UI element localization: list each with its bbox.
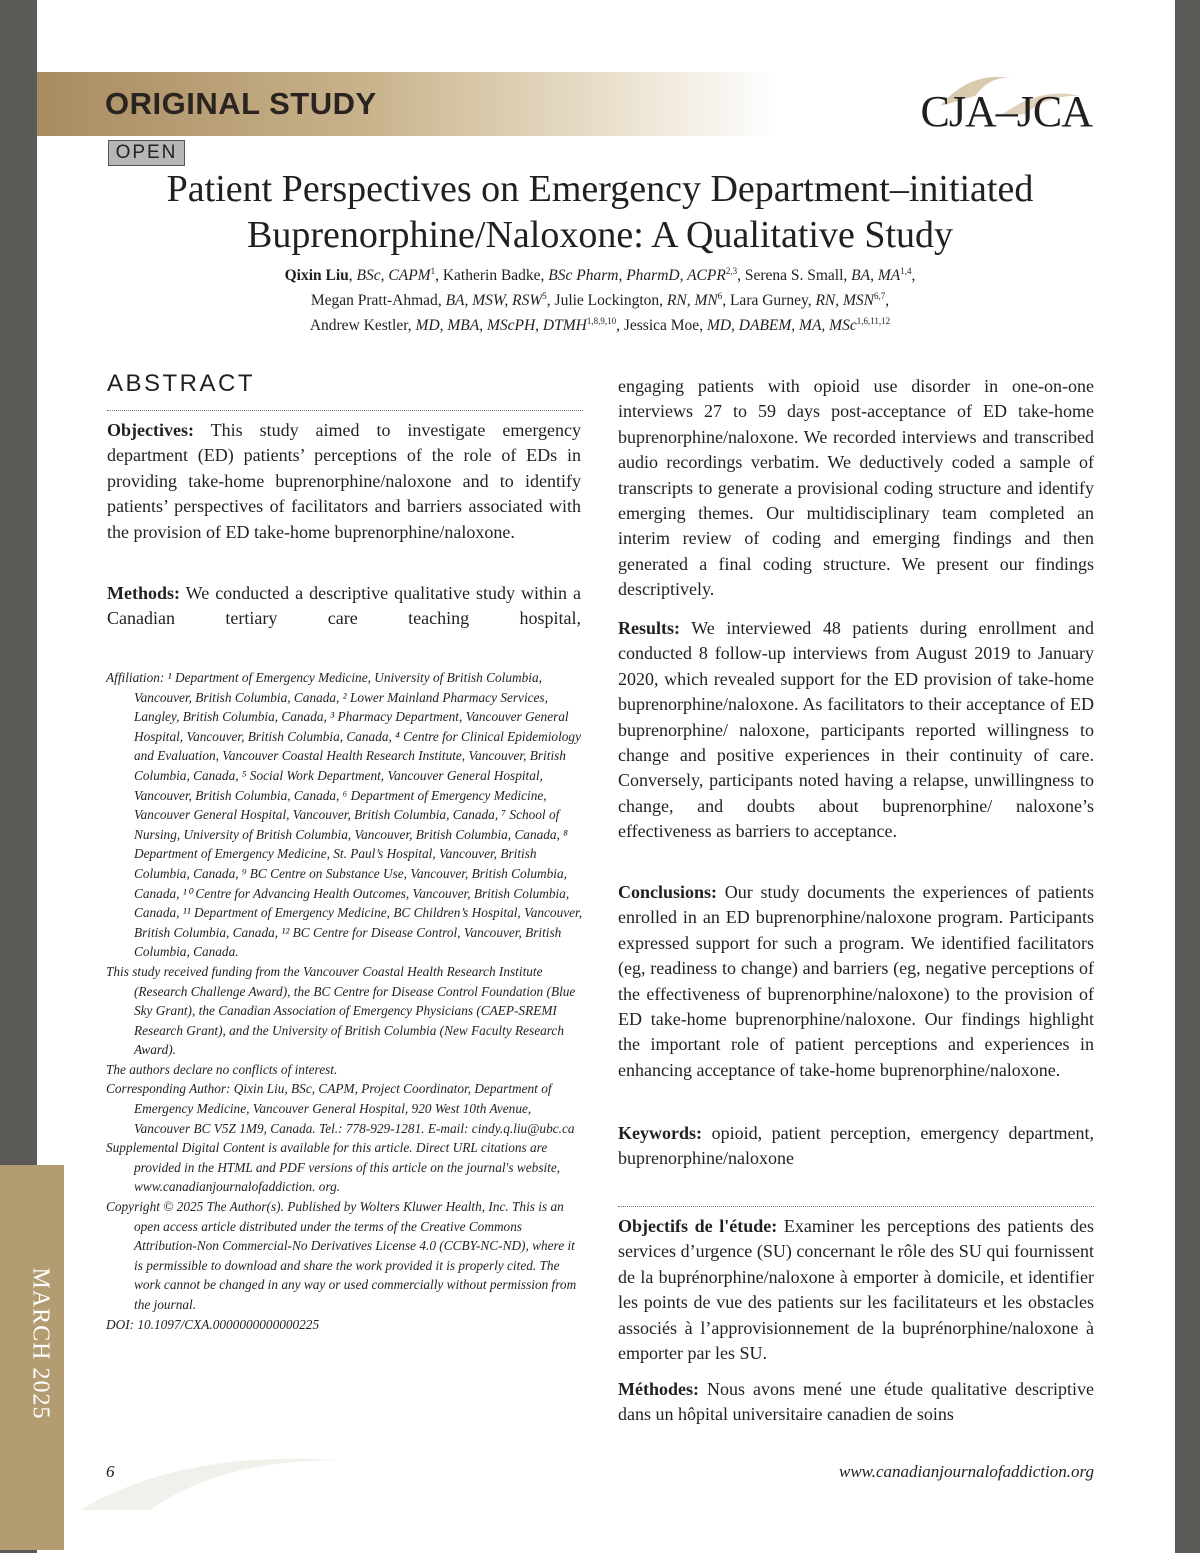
resume-objectifs bbox=[618, 1214, 1094, 1366]
author-affil-sup: 6 bbox=[717, 291, 723, 302]
abstract-keywords bbox=[618, 1121, 1094, 1172]
article-notes bbox=[106, 668, 584, 1334]
abstract-heading: ABSTRACT bbox=[107, 370, 256, 397]
objectives-label: Objectives: bbox=[107, 420, 194, 440]
author-name: Megan Pratt-Ahmad bbox=[310, 292, 438, 310]
resume-divider bbox=[618, 1206, 1094, 1207]
author-name: Katherin Badke bbox=[442, 267, 541, 285]
results-text: We interviewed 48 patients during enrollment and conducted 8 follow-up interviews from August 2019 to January 2020, which revealed support for the ED provision of take-home buprenorphine/naloxone. As facilitators to their acceptance of ED buprenorphine/ naloxone, participants reported willingness to change and positive experiences in their continuity of care. Conversely, participants noted having a relapse, unwillingness to change, and doubts about buprenorphine/ naloxone’s effectiveness as barriers to acceptance. bbox=[618, 618, 1094, 842]
abstract-methods-continued: engaging patients with opioid use disorder in one-on-one interviews 27 to 59 days post-acceptance of ED take-home buprenorphine/naloxone. We recorded interviews and transcribed audio recordings verbatim. We deductively coded a sample of transcripts to generate a provisional coding structure and identify emerging themes. Our multidisciplinary team completed an interim review of coding and emerging findings and then generated a final coding structure. We present our findings descriptively. bbox=[618, 376, 1094, 600]
page-number: 6 bbox=[106, 1462, 115, 1481]
author-affil-sup: 1,4 bbox=[900, 266, 912, 276]
abstract-objectives bbox=[107, 418, 581, 545]
affiliation-note: Affiliation: ¹ Department of Emergency Medicine, University of British Columbia, Vancouver, British Columbia, Canada, ² Lower Mainland Pharmacy Services, Langley, British Columbia, Canada, ³ Pharmacy Department, Vancouver General Hospital, Vancouver, British Columbia, Canada, ⁴ Centre for Clinical Epidemiology and Evaluation, Vancouver Coastal Health Research Institute, Vancouver, British Columbia, Canada, ⁵ Social Work Department, Vancouver General Hospital, Vancouver, British Columbia, Canada, ⁶ Department of Emergency Medicine, Vancouver General Hospital, Vancouver, British Columbia, Canada, ⁷ School of Nursing, University of British Columbia, Vancouver, British Columbia, Canada, ⁸ Department of Emergency Medicine, St. Paul’s Hospital, Vancouver, British Columbia, Canada, ⁹ BC Centre on Substance Use, Vancouver, British Columbia, Canada, ¹⁰ Centre for Advancing Health Outcomes, Vancouver, British Columbia, Canada, ¹¹ Department of Emergency Medicine, BC Children’s Hospital, Vancouver, British Columbia, Canada, ¹² BC Centre for Disease Control, Vancouver, British Columbia, Canada. bbox=[106, 670, 583, 960]
title-line-2: Buprenorphine/Naloxone: A Qualitative Study bbox=[246, 214, 954, 256]
abstract-conclusions bbox=[618, 880, 1094, 1083]
supplemental-note: Supplemental Digital Content is available for this article. Direct URL citations are provided in the HTML and PDF versions of this article on the journal's website, www.canadianjournalofaddiction. org. bbox=[106, 1140, 561, 1195]
keywords-label: Keywords: bbox=[618, 1123, 702, 1143]
author-line-1: Qixin Liu, BSc, CAPM$^1$, Katherin Badke, BSc Pharm, PharmD, ACPR$^{2,3}$, Serena S. Small, BA, MA$^{1,4}$, bbox=[284, 266, 916, 285]
doi-note: DOI: 10.1097/CXA.0000000000000225 bbox=[106, 1316, 320, 1332]
abstract-divider bbox=[107, 410, 583, 411]
author-credentials: MD, DABEM, MA, MSc bbox=[706, 317, 857, 335]
methodes-text: Nous avons mené une étude qualitative descriptive dans un hôpital universitaire canadien de soins bbox=[618, 1379, 1095, 1425]
right-margin-bar bbox=[1175, 0, 1200, 1553]
author-affil-sup: 5 bbox=[542, 291, 547, 302]
author-name: Andrew Kestler bbox=[309, 317, 408, 335]
journal-url: www.canadianjournalofaddiction.org bbox=[838, 1462, 1094, 1481]
author-name: Jessica Moe bbox=[623, 317, 700, 335]
methodes-label: Méthodes: bbox=[618, 1379, 699, 1399]
author-credentials: RN, MN bbox=[666, 292, 718, 310]
author-credentials: BSc, CAPM bbox=[356, 267, 431, 285]
resume-methodes bbox=[618, 1377, 1094, 1428]
funding-note: This study received funding from the Vancouver Coastal Health Research Institute (Research Challenge Award), the BC Centre for Disease Control Foundation (Blue Sky Grant), the Canadian Association of Emergency Physicians (CAEP-SREMI Research Grant), and the University of British Columbia (New Faculty Research Award). bbox=[106, 963, 576, 1058]
abstract-methods bbox=[107, 581, 581, 632]
conclusions-text: Our study documents the experiences of patients enrolled in an ED buprenorphine/naloxone program. Participants expressed support for such a program. We identified facilitators (eg, readiness to change) and barriers (eg, negative perceptions of the effectiveness of buprenorphine/naloxone) to the provision of ED take-home buprenorphine/naloxone. Our findings highlight the important role of patient perceptions and experiences in enhancing acceptance of take-home buprenorphine/naloxone. bbox=[618, 882, 1095, 1080]
open-access-badge: OPEN bbox=[108, 140, 185, 166]
keywords-text: opioid, patient perception, emergency department, buprenorphine/naloxone bbox=[618, 1123, 1094, 1169]
copyright-note: Copyright © 2025 The Author(s). Published by Wolters Kluwer Health, Inc. This is an open access article distributed under the terms of the Creative Commons Attribution-Non Commercial-No Derivatives License 4.0 (CCBY-NC-ND), where it is permissible to download and share the work provided it is properly cited. The work cannot be changed in any way or used commercially without permission from the journal. bbox=[106, 1199, 577, 1312]
author-credentials: RN, MSN bbox=[815, 292, 875, 310]
author-credentials: BA, MSW, RSW bbox=[445, 292, 543, 310]
objectives-text: This study aimed to investigate emergency department (ED) patients’ perceptions of the role of EDs in providing take-home buprenorphine/naloxone and to identify patients’ perspectives of facilitators and barriers associated with the provision of ED take-home buprenorphine/naloxone. bbox=[107, 420, 581, 542]
author-name: Qixin Liu bbox=[284, 267, 349, 285]
author-name: Julie Lockington bbox=[554, 292, 660, 310]
watermark-swoosh bbox=[60, 1430, 360, 1520]
author-line-2: Megan Pratt-Ahmad, BA, MSW, RSW$^5$, Julie Lockington, RN, $MN^6$, Lara Gurney, RN, MSN$^{6,7}$, bbox=[310, 291, 890, 310]
author-credentials: BA, MA bbox=[851, 267, 901, 285]
author-affil-sup: 1,8,9,10 bbox=[586, 316, 617, 327]
author-list bbox=[160, 261, 1040, 336]
author-line-3: Andrew Kestler, MD, MBA, MScPH, DTMH$^{1,8,9,10}$, Jessica Moe, MD, DABEM, MA, MSc$^{1,6,11,12}$ bbox=[309, 316, 891, 335]
author-name: Serena S. Small bbox=[744, 267, 844, 285]
author-affil-sup: 1 bbox=[430, 266, 436, 276]
results-label: Results: bbox=[618, 618, 680, 638]
author-credentials: MD, MBA, MScPH, DTMH bbox=[415, 317, 587, 335]
side-month-label: MARCH 2025 bbox=[27, 1267, 54, 1420]
methods-text: We conducted a descriptive qualitative study within a Canadian tertiary care teaching hospital, bbox=[107, 583, 581, 629]
objectifs-label: Objectifs de l'étude: bbox=[618, 1216, 778, 1236]
author-affil-sup: 1,6,11,12 bbox=[856, 316, 891, 327]
title-line-1: Patient Perspectives on Emergency Department–initiated bbox=[166, 168, 1034, 210]
article-title bbox=[60, 166, 1140, 258]
methods-label: Methods: bbox=[107, 583, 180, 603]
author-affil-sup: 6,7 bbox=[874, 291, 886, 302]
corresponding-author-note: Corresponding Author: Qixin Liu, BSc, CAPM, Project Coordinator, Department of Emergency Medicine, Vancouver General Hospital, 920 West 10th Avenue, Vancouver BC V5Z 1M9, Canada. Tel.: 778-929-1281. E-mail: cindy.q.liu@ubc.ca bbox=[106, 1081, 575, 1136]
objectifs-text: Examiner les perceptions des patients des services d’urgence (SU) concernant le rôle des SU qui fournissent de la buprénorphine/naloxone à emporter à domicile, et identifier les points de vue des patients sur les facilitateurs et les obstacles associés à l’approvisionnement de la buprénorphine/naloxone à emporter par les SU. bbox=[618, 1216, 1094, 1364]
journal-logo: CJA–JCA bbox=[920, 87, 1092, 136]
abstract-results bbox=[618, 616, 1094, 845]
author-credentials: BSc Pharm, PharmD, ACPR bbox=[548, 267, 726, 285]
author-affil-sup: 2,3 bbox=[725, 266, 738, 276]
conflicts-note: The authors declare no conflicts of interest. bbox=[106, 1061, 338, 1077]
author-name: Lara Gurney bbox=[729, 292, 808, 310]
section-label: ORIGINAL STUDY bbox=[105, 86, 377, 121]
conclusions-label: Conclusions: bbox=[618, 882, 718, 902]
